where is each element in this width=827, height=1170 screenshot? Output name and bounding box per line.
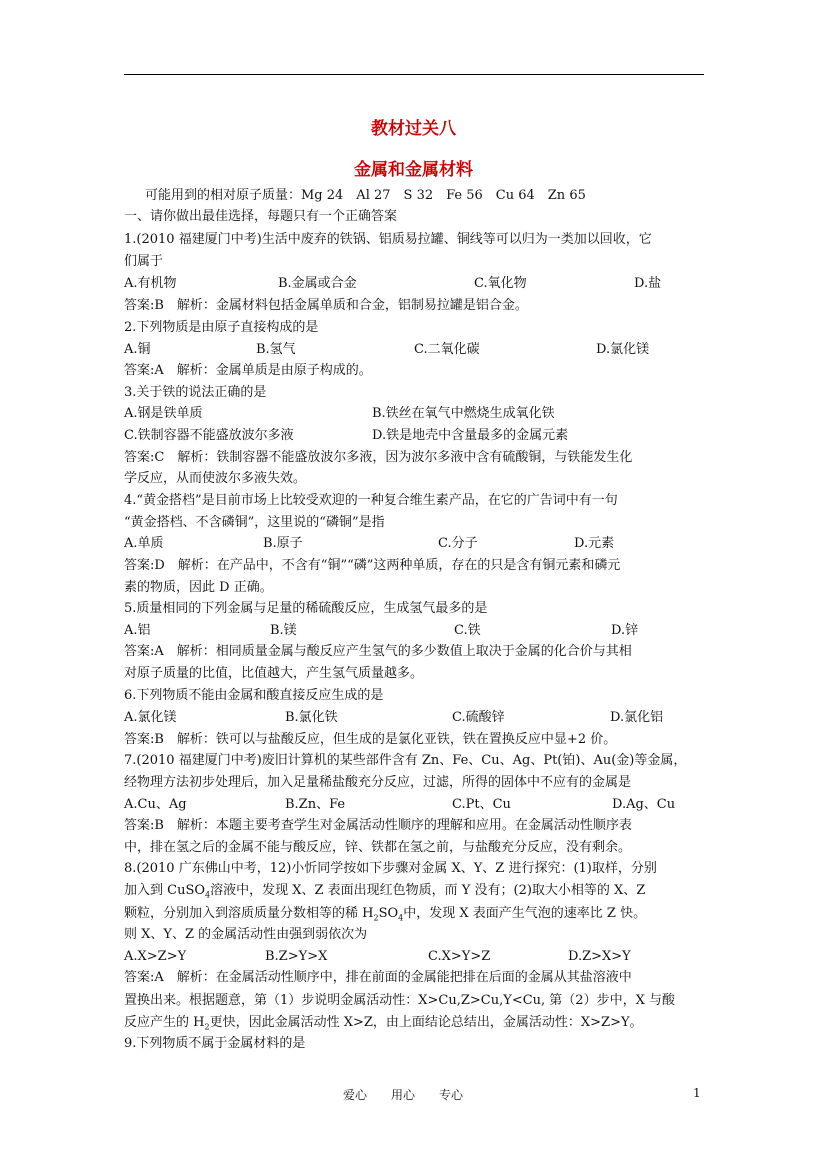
question-8-line-1: 8.(2010 广东佛山中考，12)小忻同学按如下步骤对金属 X、Y、Z 进行探究：(1)取样，分别 [124, 861, 657, 876]
section-heading: 一、请你做出最佳选择，每题只有一个正确答案 [124, 209, 398, 224]
q3-answer-line-2: 学反应，从而使波尔多液失效。 [124, 471, 307, 486]
q5-option-b: B.镁 [270, 623, 297, 638]
question-1-line-2: 们属于 [124, 254, 164, 269]
q1-option-a: A.有机物 [124, 276, 177, 291]
page-title: 教材过关八 [371, 119, 456, 139]
q3-option-c: C.铁制容器不能盛放波尔多液 [124, 428, 294, 443]
q1-option-d: D.盐 [634, 276, 662, 291]
q2-option-c: C.二氧化碳 [414, 342, 480, 357]
question-1-line-1: 1.(2010 福建厦门中考)生活中废弃的铁锅、铝质易拉罐、铜线等可以归为一类加以回收，它 [124, 232, 652, 247]
q2-option-a: A.铜 [124, 342, 151, 357]
q3-option-d: D.铁是地壳中含量最多的金属元素 [372, 428, 569, 443]
atomic-mass-line: 可能用到的相对原子质量：Mg 24 Al 27 S 32 Fe 56 Cu 64 Zn 65 [145, 188, 586, 203]
q8-answer-line-3: 反应产生的 $H_2$更快，因此金属活动性 X>Z，由上面结论总结出，金属活动性：X>Z>Y。 [124, 1015, 643, 1032]
q7-option-d: D.Ag、Cu [612, 797, 676, 812]
q8-answer-line-2: 置换出来。根据题意，第（1）步说明金属活动性：X>Cu,Z>Cu,Y<Cu, 第（2）步中，X 与酸 [124, 993, 675, 1008]
q1-option-b: B.金属或合金 [278, 276, 357, 291]
question-8-line-4: 则 X、Y、Z 的金属活动性由强到弱依次为 [124, 927, 368, 942]
q8-option-d: D.Z>X>Y [568, 949, 631, 964]
q4-answer-line-1: 答案:D 解析：在产品中，不含有“铜”“磷”这两种单质，存在的只是含有铜元素和磷元 [124, 558, 621, 573]
q4-option-b: B.原子 [263, 536, 303, 551]
q8-option-a: A.X>Z>Y [124, 949, 187, 964]
q7-answer-line-1: 答案:B 解析：本题主要考查学生对金属活动性顺序的理解和应用。在金属活动性顺序表 [124, 818, 632, 833]
q7-answer-line-2: 中，排在氢之后的金属不能与酸反应，锌、铁都在氢之前，与盐酸充分反应，没有剩余。 [124, 840, 632, 855]
q5-option-a: A.铝 [124, 623, 151, 638]
question-4-line-2: “黄金搭档、不含磷铜”，这里说的“磷铜”是指 [124, 515, 385, 530]
page-footer: 爱心 用心 专心 [343, 1088, 464, 1102]
q3-option-a: A.钢是铁单质 [124, 406, 203, 421]
question-4-line-1: 4.“黄金搭档”是目前市场上比较受欢迎的一种复合维生素产品，在它的广告词中有一句 [124, 493, 618, 508]
q2-answer: 答案:A 解析：金属单质是由原子构成的。 [124, 363, 372, 378]
page-number: 1 [693, 1086, 701, 1100]
q6-option-d: D.氯化铝 [610, 710, 664, 725]
q5-answer-line-2: 对原子质量的比值，比值越大，产生氢气质量越多。 [124, 666, 424, 681]
question-2-line-1: 2.下列物质是由原子直接构成的是 [124, 320, 319, 335]
q8-answer-line-1: 答案:A 解析：在金属活动性顺序中，排在前面的金属能把排在后面的金属从其盐溶液中 [124, 970, 632, 985]
q4-option-d: D.元素 [574, 536, 615, 551]
q1-answer: 答案:B 解析：金属材料包括金属单质和合金，铝制易拉罐是铝合金。 [124, 298, 528, 313]
q2-option-b: B.氢气 [256, 342, 296, 357]
q6-answer: 答案:B 解析：铁可以与盐酸反应，但生成的是氯化亚铁，铁在置换反应中显+2 价。 [124, 732, 617, 747]
q8-option-b: B.Z>Y>X [265, 949, 328, 964]
question-8-line-3: 颗粒，分别加入到溶质质量分数相等的稀 $H_2SO_4$中，发现 X 表面产生气泡的速率比 Z 快。 [124, 906, 647, 923]
q3-answer-line-1: 答案:C 解析：铁制容器不能盛放波尔多液，因为波尔多液中含有硫酸铜，与铁能发生化 [124, 450, 633, 465]
q6-option-b: B.氯化铁 [285, 710, 338, 725]
question-8-line-2: 加入到 CuSO$_4$溶液中，发现 X、Z 表面出现红色物质，而 Y 没有；(2)取大小相等的 X、Z [124, 883, 646, 900]
question-5-line-1: 5.质量相同的下列金属与足量的稀硫酸反应，生成氢气最多的是 [124, 601, 488, 616]
q1-option-c: C.氧化物 [474, 276, 527, 291]
q5-answer-line-1: 答案:A 解析：相同质量金属与酸反应产生氢气的多少数值上取决于金属的化合价与其相 [124, 644, 632, 659]
q4-answer-line-2: 素的物质，因此 D 正确。 [124, 580, 273, 595]
q6-option-a: A.氯化镁 [124, 710, 177, 725]
q7-option-b: B.Zn、Fe [285, 797, 346, 812]
q8-option-c: C.X>Y>Z [428, 949, 491, 964]
page-subtitle: 金属和金属材料 [354, 160, 473, 180]
q5-option-c: C.铁 [454, 623, 481, 638]
question-9-line-1: 9.下列物质不属于金属材料的是 [124, 1036, 306, 1051]
q5-option-d: D.锌 [611, 623, 639, 638]
question-6-line-1: 6.下列物质不能由金属和酸直接反应生成的是 [124, 688, 384, 703]
q4-option-c: C.分子 [438, 536, 478, 551]
q4-option-a: A.单质 [124, 536, 164, 551]
q6-option-c: C.硫酸锌 [452, 710, 505, 725]
question-7-line-2: 经物理方法初步处理后，加入足量稀盐酸充分反应，过滤，所得的固体中不应有的金属是 [124, 775, 632, 790]
q2-option-d: D.氯化镁 [596, 342, 650, 357]
q7-option-a: A.Cu、Ag [124, 797, 187, 812]
q7-option-c: C.Pt、Cu [452, 797, 511, 812]
header-rule [124, 74, 704, 75]
question-3-line-1: 3.关于铁的说法正确的是 [124, 385, 267, 400]
question-7-line-1: 7.(2010 福建厦门中考)废旧计算机的某些部件含有 Zn、Fe、Cu、Ag、Pt(铂)、Au(金)等金属， [124, 753, 687, 768]
q3-option-b: B.铁丝在氧气中燃烧生成氧化铁 [372, 406, 555, 421]
